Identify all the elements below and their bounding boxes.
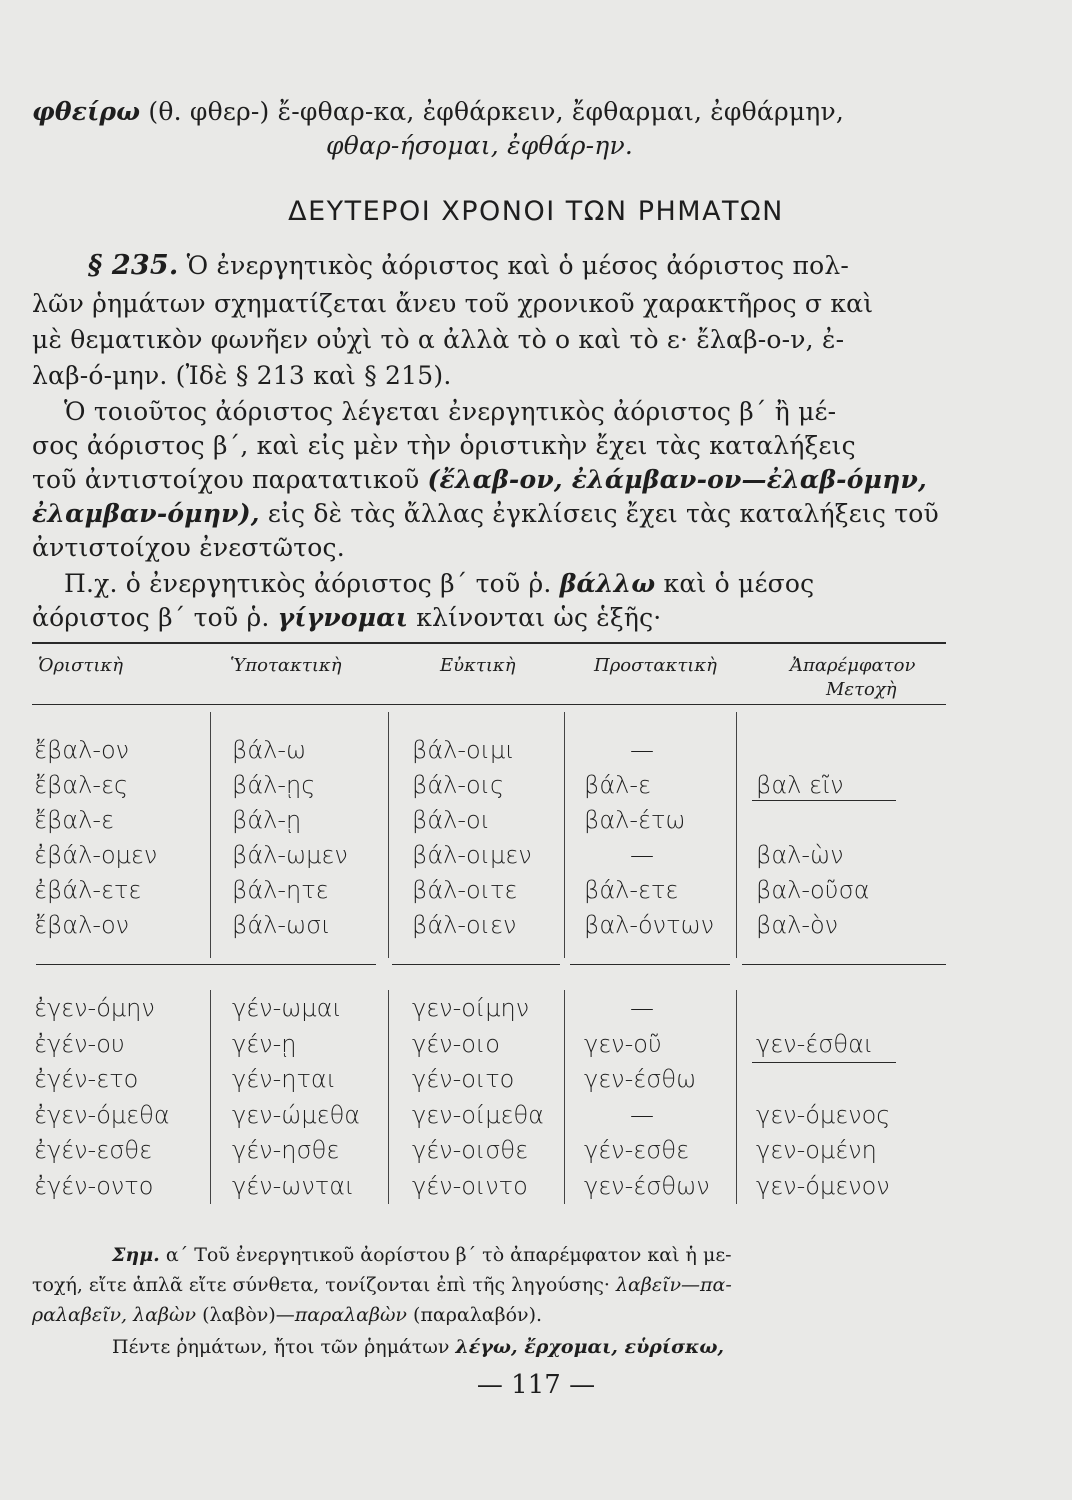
middle-col2-cell: γέν-ῃ	[232, 1029, 297, 1058]
inf-underline-1	[752, 800, 896, 801]
middle-col4-cell: γεν-οῦ	[584, 1029, 662, 1058]
headword: φθείρω	[32, 97, 141, 126]
header-ypotaktiki: Ὑποτακτικὴ	[230, 655, 342, 676]
middle-col4-cell: —	[630, 1100, 654, 1129]
col-divider-7	[564, 990, 565, 1204]
col-divider-6	[388, 990, 389, 1204]
page-number: — 117 —	[476, 1370, 596, 1400]
col-divider-5	[210, 990, 211, 1204]
middle-col1-cell: ἐγέν-ου	[34, 1029, 125, 1058]
para3-line1: Π.χ. ὁ ἐνεργητικὸς ἀόριστος β΄ τοῦ ῥ. βάλλω καὶ ὁ μέσος	[64, 569, 815, 598]
table-top-rule	[32, 642, 946, 644]
col-divider-8	[736, 990, 737, 1204]
block-rule-4	[742, 964, 946, 965]
para1-line2: λῶν ῥημάτων σχηματίζεται ἄνευ τοῦ χρονικοῦ χαρακτῆρος σ καὶ	[32, 289, 874, 318]
para1-line1: § 235. Ὁ ἐνεργητικὸς ἀόριστος καὶ ὁ μέσος ἀόριστος πολ-	[88, 250, 850, 281]
active-col4-cell: βαλ-έτω	[584, 806, 686, 834]
header-euktiki: Εὐκτικὴ	[440, 655, 516, 676]
middle-col1-cell: ἐγεν-όμην	[34, 994, 155, 1022]
active-col3-cell: βάλ-οιμεν	[412, 841, 532, 869]
middle-col4-cell: —	[630, 994, 654, 1022]
block-rule-3	[570, 964, 730, 965]
middle-col4-cell: γέν-εσθε	[584, 1136, 690, 1164]
para3-line2: ἀόριστος β΄ τοῦ ῥ. γίγνομαι κλίνονται ὡς ἑξῆς·	[32, 603, 662, 632]
middle-participle: γεν-όμενον	[756, 1171, 890, 1200]
middle-col1-cell: ἐγεν-όμεθα	[34, 1100, 170, 1129]
middle-col3-cell: γέν-οιτο	[412, 1065, 515, 1093]
middle-col1-cell: ἐγέν-οντο	[34, 1171, 154, 1200]
middle-participle: γεν-ομένη	[756, 1136, 877, 1164]
section-heading: ΔΕΥΤΕΡΟΙ ΧΡΟΝΟΙ ΤΩΝ ΡΗΜΑΤΩΝ	[288, 196, 784, 227]
middle-infinitive: γεν-έσθαι	[756, 1029, 874, 1058]
active-col2-cell: βάλ-ωμεν	[232, 841, 348, 869]
block-rule-2	[392, 964, 560, 965]
active-col1-cell: ἔβαλ-ον	[34, 911, 130, 939]
active-col2-cell: βάλ-ητε	[232, 876, 329, 904]
para2-line4: ἐλαμβαν-όμην), εἰς δὲ τὰς ἄλλας ἐγκλίσεις ἔχει τὰς καταλήξεις τοῦ	[32, 499, 939, 528]
active-col3-cell: βάλ-οιμι	[412, 736, 515, 764]
middle-col3-cell: γέν-οιο	[412, 1029, 500, 1058]
middle-col2-cell: γέν-ωμαι	[232, 994, 342, 1022]
para2-line5: ἀντιστοίχου ἐνεστῶτος.	[32, 533, 345, 562]
note-line-3: ραλαβεῖν, λαβὼν (λαβὸν)—παραλαβὼν (παραλαβόν).	[32, 1304, 543, 1326]
section-number: § 235.	[88, 250, 179, 281]
middle-col2-cell: γεν-ώμεθα	[232, 1100, 361, 1129]
middle-col3-cell: γέν-οιντο	[412, 1171, 528, 1200]
intro-line-1: φθείρω (θ. φθερ-) ἔ-φθαρ-κα, ἐφθάρκειν, ἔφθαρμαι, ἐφθάρμην,	[32, 97, 845, 126]
block-rule-1	[36, 964, 376, 965]
active-col1-cell: ἐβάλ-ομεν	[34, 841, 158, 869]
middle-participle: γεν-όμενος	[756, 1100, 891, 1129]
header-oristiki: Ὁριστικὴ	[38, 655, 123, 676]
middle-col4-cell: γεν-έσθω	[584, 1065, 697, 1093]
col-divider-4	[736, 712, 737, 958]
active-col1-cell: ἔβαλ-ον	[34, 736, 130, 764]
col-divider-1	[210, 712, 211, 958]
active-col3-cell: βάλ-οιτε	[412, 876, 518, 904]
para1-line4: λαβ-ό-μην. (Ἰδὲ § 213 καὶ § 215).	[32, 361, 452, 390]
middle-col3-cell: γέν-οισθε	[412, 1136, 529, 1164]
middle-col4-cell: γεν-έσθων	[584, 1171, 710, 1200]
para1-line3: μὲ θεματικὸν φωνῆεν οὐχὶ τὸ α ἀλλὰ τὸ ο καὶ τὸ ε· ἔλαβ-ο-ν, ἐ-	[32, 325, 845, 354]
para2-line1: Ὁ τοιοῦτος ἀόριστος λέγεται ἐνεργητικὸς ἀόριστος β΄ ἢ μέ-	[64, 397, 837, 426]
active-col4-cell: βαλ-όντων	[584, 911, 715, 939]
active-participle: βαλ-οῦσα	[756, 876, 870, 904]
para2-line3: τοῦ ἀντιστοίχου παρατατικοῦ (ἔλαβ-ον, ἐλάμβαν-ον—ἐλαβ-όμην,	[32, 465, 927, 494]
active-col4-cell: βάλ-ετε	[584, 876, 679, 904]
middle-col2-cell: γέν-ωνται	[232, 1171, 355, 1200]
middle-col1-cell: ἐγέν-ετο	[34, 1065, 139, 1093]
note-line-2: τοχή, εἴτε ἁπλᾶ εἴτε σύνθετα, τονίζονται ἐπὶ τῆς ληγούσης· λαβεῖν—πα-	[32, 1274, 732, 1296]
active-col2-cell: βάλ-ω	[232, 736, 307, 764]
inf-underline-2	[752, 1062, 896, 1063]
active-col2-cell: βάλ-ῃ	[232, 806, 302, 834]
middle-col2-cell: γέν-ηται	[232, 1065, 337, 1093]
col-divider-3	[564, 712, 565, 958]
header-metochi: Μετοχὴ	[826, 679, 897, 700]
active-col2-cell: βάλ-ῃς	[232, 771, 316, 799]
col-divider-2	[388, 712, 389, 958]
header-aparemfaton: Ἀπαρέμφατον	[790, 655, 916, 676]
para2-line2: σος ἀόριστος β΄, καὶ εἰς μὲν τὴν ὁριστικὴν ἔχει τὰς καταλήξεις	[32, 431, 856, 460]
active-col1-cell: ἔβαλ-ες	[34, 771, 129, 799]
note-line-1: Σημ. α΄ Τοῦ ἐνεργητικοῦ ἀορίστου β΄ τὸ ἀπαρέμφατον καὶ ἡ με-	[112, 1244, 732, 1266]
middle-col3-cell: γεν-οίμην	[412, 994, 530, 1022]
active-col3-cell: βάλ-οις	[412, 771, 505, 799]
middle-col1-cell: ἐγέν-εσθε	[34, 1136, 153, 1164]
active-col3-cell: βάλ-οιεν	[412, 911, 517, 939]
intro-line-2: φθαρ-ήσομαι, ἐφθάρ-ην.	[326, 131, 634, 160]
active-col4-cell: —	[630, 736, 654, 764]
header-prostaktiki: Προστακτικὴ	[594, 655, 717, 676]
middle-col3-cell: γεν-οίμεθα	[412, 1100, 544, 1129]
active-col4-cell: —	[630, 841, 654, 869]
middle-col2-cell: γέν-ησθε	[232, 1136, 340, 1164]
active-col1-cell: ἐβάλ-ετε	[34, 876, 142, 904]
active-participle: βαλ-ὸν	[756, 911, 839, 939]
note-line-4: Πέντε ῥημάτων, ἤτοι τῶν ῥημάτων λέγω, ἔρχομαι, εὑρίσκω,	[112, 1336, 725, 1358]
active-infinitive: βαλ εῖν	[756, 771, 844, 799]
active-col2-cell: βάλ-ωσι	[232, 911, 331, 939]
active-participle: βαλ-ὼν	[756, 841, 844, 869]
header-rule	[32, 704, 946, 705]
active-col3-cell: βάλ-οι	[412, 806, 490, 834]
active-col4-cell: βάλ-ε	[584, 771, 651, 799]
active-col1-cell: ἔβαλ-ε	[34, 806, 114, 834]
